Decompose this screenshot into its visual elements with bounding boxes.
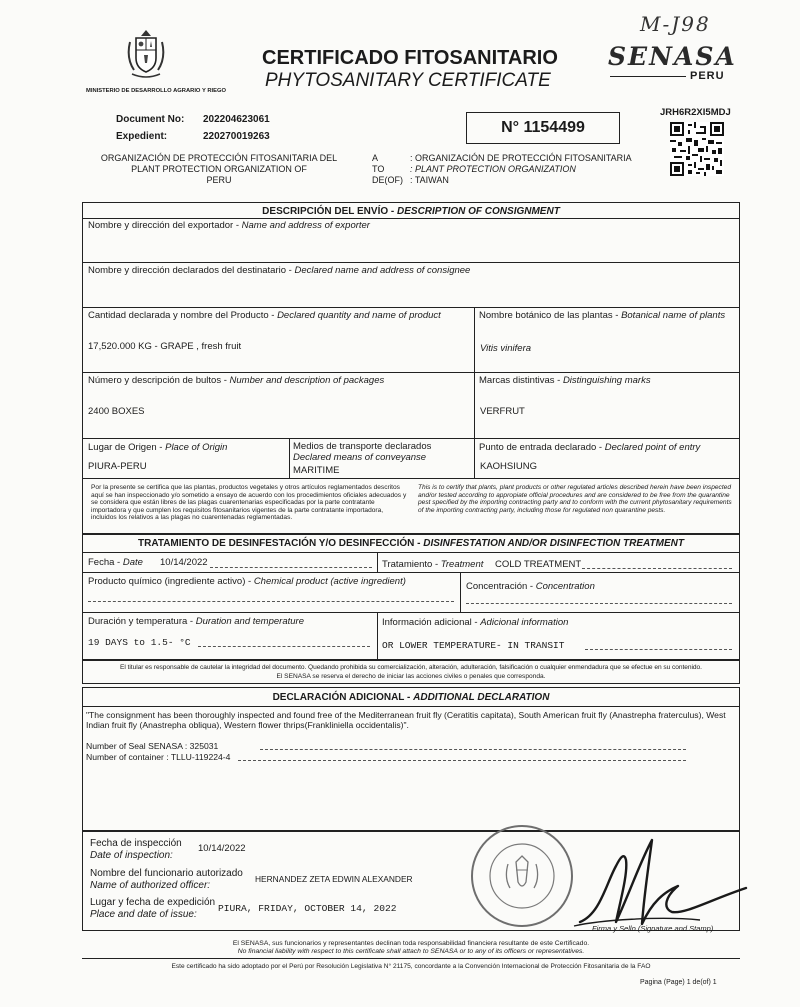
to-label-a: A	[372, 153, 379, 163]
origin-value: PIURA-PERU	[88, 461, 147, 472]
officer-label: Nombre del funcionario autorizado Name of authorized officer:	[90, 868, 243, 891]
additional-info-label: Información adicional - Adicional information	[382, 617, 569, 628]
chemical-label: Producto químico (ingrediente activo) - Chemical product (active ingredient)	[88, 576, 406, 587]
marks-value: VERFRUT	[480, 406, 525, 417]
footer-resolution: Este certificado ha sido adoptado por el Perú por Resolución Legislativa N° 21175, concordante a la Convención Internacional de Protección Fitosanitaria de la FAO	[171, 963, 651, 970]
ministry-name: MINISTERIO DE DESARROLLO AGRARIO Y RIEGO	[86, 88, 226, 94]
seal-number: Number of Seal SENASA : 325031	[86, 741, 219, 751]
holder-note-1: El titular es responsable de cautelar la integridad del documento. Quedando prohibida su comercialización, alteración, adulteración, falsificación o cualquier enmendadura que se efectue en su contenido.	[120, 664, 702, 671]
place-date-value: PIURA, FRIDAY, OCTOBER 14, 2022	[218, 903, 397, 914]
botanical-value: Vitis vinifera	[480, 343, 532, 354]
org-from	[84, 153, 354, 185]
org-to-labels	[372, 153, 403, 185]
origin-label: Lugar de Origen - Place of Origin	[88, 442, 228, 453]
transport-value: MARITIME	[293, 465, 340, 476]
org-to-line-3: : TAIWAN	[410, 174, 449, 185]
certify-statement-en: This is to certify that plants, plant products or other regulated articles described herein have been inspected and/or tested according to appropiate official procedures and are considered to be free from the quarantine pest specified by the importing contracting party and to conform with the current phytosanitary requirements of the importing contracting party, including those for regulated non quarantine pests.	[418, 484, 732, 514]
botanical-label: Nombre botánico de las plantas - Botanical name of plants	[479, 310, 726, 321]
treatment-type-value: COLD TREATMENT	[495, 559, 582, 570]
certificate-number-box	[466, 112, 620, 144]
org-from-line-1: ORGANIZACIÓN DE PROTECCIÓN FITOSANITARIA DEL	[100, 153, 338, 163]
liability-en: No financial liability with respect to this certificate shall attach to SENASA or to any of its officers or representatives.	[237, 948, 585, 955]
additional-info-value: OR LOWER TEMPERATURE- IN TRANSIT	[382, 640, 565, 651]
quantity-value: 17,520.000 KG - GRAPE , fresh fruit	[88, 341, 242, 352]
treatment-header: TRATAMIENTO DE DESINFESTACIÓN Y/O DESINFECCIÓN - DISINFESTATION AND/OR DISINFECTION TREATMENT	[138, 538, 684, 549]
place-date-label: Lugar y fecha de expedición Place and date of issue:	[90, 897, 216, 920]
to-label-of: DE(OF)	[372, 174, 403, 185]
senasa-brand-name: SENASA	[608, 42, 737, 71]
treatment-date-value: 10/14/2022	[160, 557, 208, 568]
expedient-label: Expedient:	[116, 131, 168, 142]
expedient-value: 220270019263	[203, 131, 270, 142]
handwritten-reference: M-J98	[640, 12, 711, 36]
org-to-line-2: : PLANT PROTECTION ORGANIZATION	[410, 163, 576, 174]
title-es: CERTIFICADO FITOSANITARIO	[262, 47, 558, 69]
liability-es: El SENASA, sus funcionarios y representantes declinan toda responsabilidad financiera resultante de este Certificado.	[232, 940, 590, 947]
marks-label: Marcas distintivas - Distinguishing marks	[479, 375, 651, 386]
page-number: Pagina (Page) 1 de(of) 1	[640, 979, 717, 986]
officer-signature	[540, 822, 750, 932]
treatment-date-label: Fecha - Date	[88, 557, 143, 568]
senasa-country: PERU	[690, 70, 725, 82]
certificate-number: N° 1154499	[501, 119, 585, 136]
officer-value: HERNANDEZ ZETA EDWIN ALEXANDER	[255, 874, 413, 884]
concentration-label: Concentración - Concentration	[466, 581, 595, 592]
consignee-label: Nombre y dirección declarados del destinatario - Declared name and address of consignee	[88, 265, 471, 276]
signature-label: Firma y Sello (Signature and Stamp)	[592, 924, 714, 933]
qr-code-icon	[670, 122, 724, 176]
coat-of-arms-icon	[124, 28, 168, 78]
entry-value: KAOHSIUNG	[480, 461, 538, 472]
additional-declaration-text: "The consignment has been thoroughly inspected and found free of the Mediterranean fruit fly (Ceratitis capitata), South American fruit fly (Anastrepha fraterculus), West Indian fruit fly (Anastrepha obliqua), Western flower thrips(Frankliniella occidentalis)".	[86, 710, 726, 731]
consignment-header: DESCRIPCIÓN DEL ENVÍO - DESCRIPTION OF CONSIGNMENT	[262, 206, 560, 217]
container-number: Number of container : TLLU-119224-4	[86, 752, 231, 762]
packages-value: 2400 BOXES	[88, 406, 145, 417]
senasa-logo	[608, 42, 738, 90]
additional-declaration-header: DECLARACIÓN ADICIONAL - ADDITIONAL DECLARATION	[272, 692, 550, 703]
document-no-value: 202204623061	[203, 114, 270, 125]
org-from-line-3: PERU	[206, 174, 232, 185]
org-to-line-1: : ORGANIZACIÓN DE PROTECCIÓN FITOSANITARIA	[410, 153, 632, 163]
exporter-label: Nombre y dirección del exportador - Name and address of exporter	[88, 220, 370, 231]
org-to	[410, 153, 632, 185]
holder-note-2: El SENASA se reserva el derecho de iniciar las acciones civiles o penales que corresponda.	[276, 673, 546, 680]
certify-statement-es: Por la presente se certifica que las plantas, productos vegetales y otros artículos reglamentados descritos aquí se han inspeccionado y/o sometido a ensayo de acuerdo con los procedimientos oficiales adecuados y se considera que están libres de las plagas cuarentenarias especificadas por la parte contratante importadora y que cumplen los requisitos fitosanitarios vigentes de la parte contratante importadora, incluidos los relativos a las plagas no cuarentenadas reglamentadas.	[91, 484, 407, 522]
inspection-date-label: Fecha de inspección Date of inspection:	[90, 838, 182, 861]
verification-code: JRH6R2XI5MDJ	[660, 107, 731, 118]
org-from-line-2: PLANT PROTECTION ORGANIZATION OF	[131, 163, 307, 174]
document-no-label: Document No:	[116, 114, 185, 125]
entry-label: Punto de entrada declarado - Declared point of entry	[479, 442, 701, 453]
treatment-type-label: Tratamiento - Treatment	[382, 559, 484, 570]
title-en: PHYTOSANITARY CERTIFICATE	[265, 70, 551, 91]
inspection-date-value: 10/14/2022	[198, 843, 246, 854]
packages-label: Número y descripción de bultos - Number and description of packages	[88, 375, 385, 386]
transport-label: Medios de transporte declarados Declared means of conveyanse	[293, 441, 432, 463]
quantity-label: Cantidad declarada y nombre del Producto - Declared quantity and name of product	[88, 310, 441, 321]
to-label-to: TO	[372, 163, 385, 174]
duration-label: Duración y temperatura - Duration and temperature	[88, 616, 304, 627]
duration-value: 19 DAYS to 1.5- °C	[88, 637, 191, 648]
